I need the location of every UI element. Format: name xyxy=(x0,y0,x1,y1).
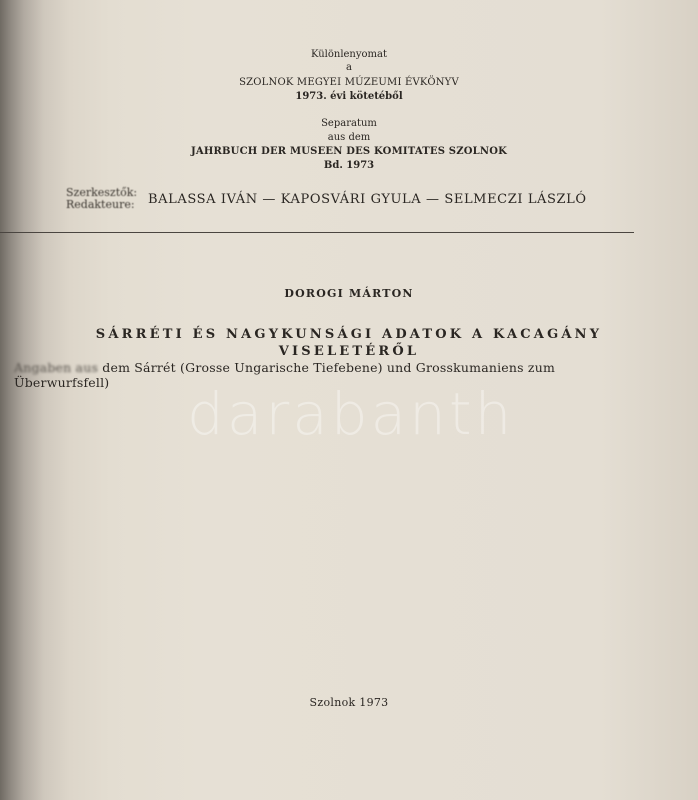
article-title xyxy=(0,326,698,360)
separatum-connector: aus dem xyxy=(327,132,371,143)
separatum-label: Separatum xyxy=(321,118,377,129)
article-author: DOROGI MÁRTON xyxy=(284,287,414,300)
yearbook-volume-de: Bd. 1973 xyxy=(323,160,375,171)
yearbook-volume-hu: 1973. évi kötetéből xyxy=(295,91,403,102)
editors-labels xyxy=(66,187,137,211)
offprint-connector: a xyxy=(346,62,352,73)
article-title-line-1: SÁRRÉTI ÉS NAGYKUNSÁGI ADATOK A KACAGÁNY xyxy=(95,327,603,342)
editors-label-hu: Szerkesztők: xyxy=(66,186,138,199)
article-title-line-2: VISELETÉRŐL xyxy=(278,344,420,359)
offprint-label: Különlenyomat xyxy=(310,49,388,60)
publication-place-year: Szolnok 1973 xyxy=(309,696,389,709)
article-subtitle-text: dem Sárrét (Grosse Ungarische Tiefebene) und Grosskumaniens zum Überwurfsfell) xyxy=(14,360,556,390)
article-subtitle-blurred: Angaben aus xyxy=(14,360,99,375)
yearbook-title-de: JAHRBUCH DER MUSEEN DES KOMITATES SZOLNOK xyxy=(190,146,508,157)
horizontal-rule xyxy=(0,232,634,233)
watermark: darabanth xyxy=(187,380,515,448)
editors-names: BALASSA IVÁN — KAPOSVÁRI GYULA — SELMECZI LÁSZLÓ xyxy=(148,192,587,207)
editors-label-de: Redakteure: xyxy=(66,198,135,211)
yearbook-title-hu: SZOLNOK MEGYEI MÚZEUMI ÉVKÖNYV xyxy=(239,77,459,88)
